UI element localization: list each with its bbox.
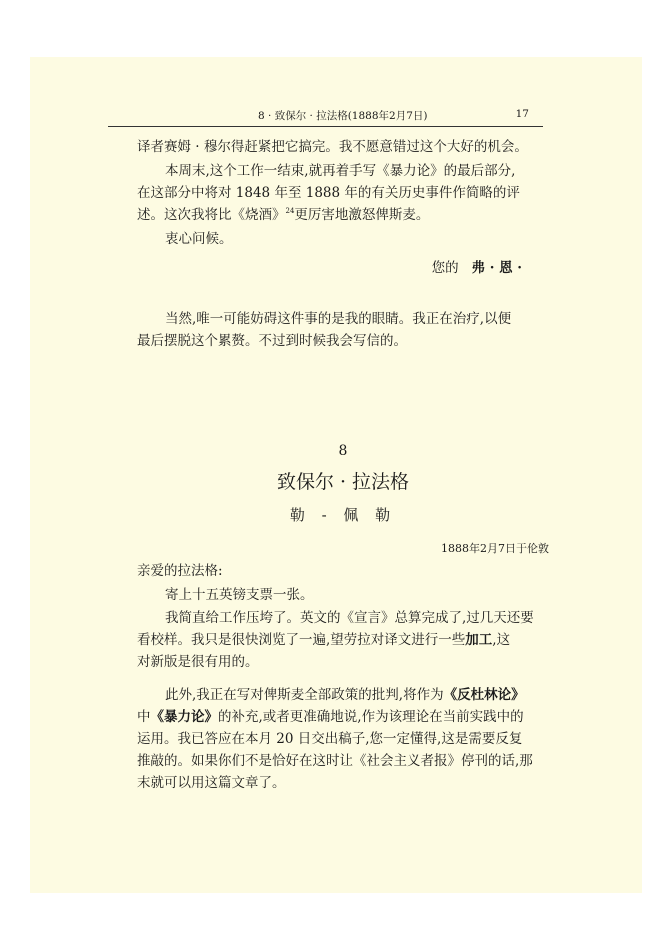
text-line [137, 629, 549, 651]
emphasis: 《暴力论》 [150, 709, 218, 725]
running-header [108, 106, 543, 127]
text-line: 运用。我已答应在本月 20 日交出稿子,您一定懂得,这是需要反复 [137, 731, 523, 747]
emphasis: 《反杜林论》 [443, 687, 525, 703]
letter-title: 致保尔 · 拉法格 [276, 471, 410, 493]
text-line [137, 204, 549, 226]
salutation: 亲爱的拉法格: [137, 563, 223, 579]
text-segment: 述。这次我将比《烧酒》 [137, 207, 286, 223]
text-line [137, 706, 549, 728]
text-segment: 中 [137, 709, 151, 725]
greeting: 衷心问候。 [165, 231, 233, 247]
text-line: 在这部分中将对 1848 年至 1888 年的有关历史事件作简略的评 [137, 185, 520, 201]
text-line [137, 684, 549, 706]
text-line: 最后摆脱这个累赘。不过到时候我会写信的。 [137, 333, 407, 349]
signature-name: 弗 · 恩 · [471, 260, 522, 276]
text-segment: 此外,我正在写对俾斯麦全部政策的批判,将作为 [165, 687, 444, 703]
paragraph-violence-theory [137, 160, 549, 226]
text-segment: 的补充,或者更准确地说,作为该理论在当前实践中的 [218, 709, 524, 725]
postscript [137, 308, 549, 352]
text-line: 对新版是很有用的。 [137, 654, 259, 670]
signature [137, 257, 522, 279]
text-line: 我简直给工作压垮了。英文的《宣言》总算完成了,过几天还要 [165, 610, 534, 626]
dateline: 1888年2月7日于伦敦 [441, 542, 549, 555]
signature-prefix: 您的 [431, 260, 459, 276]
text-segment: 更厉害地激怒俾斯麦。 [294, 207, 430, 223]
page-number: 17 [515, 108, 529, 120]
paragraph-manifesto [137, 607, 549, 673]
text-line: 当然,唯一可能妨碍这件事的是我的眼睛。我正在治疗,以便 [165, 311, 512, 327]
text-line: 推敲的。如果你们不是恰好在这时让《社会主义者报》停刊的话,那 [137, 753, 533, 769]
text-line: 本周末,这个工作一结束,就再着手写《暴力论》的最后部分, [165, 163, 516, 179]
header-title: 8 · 致保尔 · 拉法格(1888年2月7日) [258, 110, 428, 122]
letter-number: 8 [338, 443, 348, 459]
text-line: 末就可以用这篇文章了。 [137, 775, 286, 791]
footnote-ref: 24 [285, 207, 295, 215]
text-segment: 看校样。我只是很快浏览了一遍,望劳拉对译文进行一些 [137, 632, 466, 648]
paragraph-continuation [137, 136, 549, 158]
letter-place: 勒 - 佩 勒 [289, 506, 397, 524]
emphasis: 加工 [465, 632, 493, 648]
paragraph-cheque: 寄上十五英镑支票一张。 [165, 587, 314, 603]
text-segment: ,这 [492, 632, 511, 648]
text-line: 译者赛姆 · 穆尔得赶紧把它搞完。我不愿意错过这个大好的机会。 [137, 139, 528, 155]
paragraph-bismarck-critique [137, 684, 549, 794]
